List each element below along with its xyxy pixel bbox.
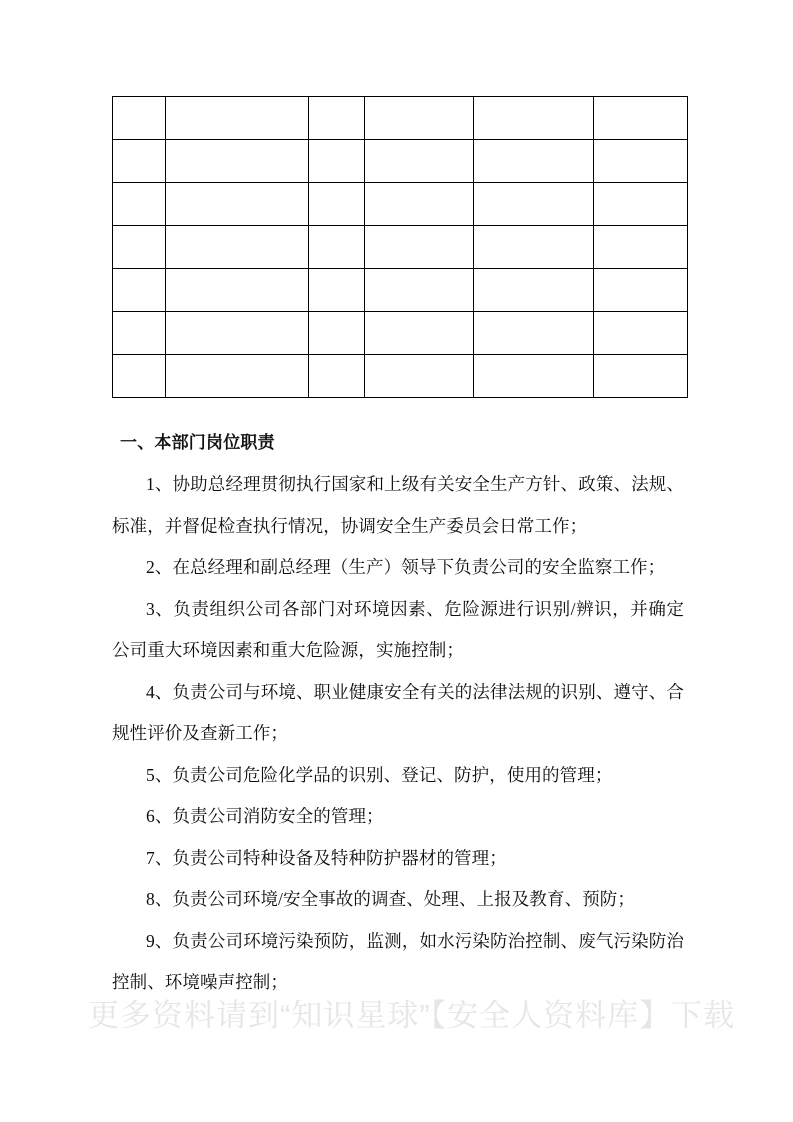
table-cell[interactable]	[474, 183, 594, 226]
table-cell[interactable]	[474, 312, 594, 355]
table-cell[interactable]	[113, 226, 166, 269]
table-cell[interactable]	[365, 183, 474, 226]
table-cell[interactable]	[365, 355, 474, 398]
table-cell[interactable]	[309, 269, 365, 312]
table-cell[interactable]	[474, 226, 594, 269]
table-row	[113, 140, 688, 183]
table-cell[interactable]	[309, 183, 365, 226]
table-cell[interactable]	[166, 312, 309, 355]
table-cell[interactable]	[365, 312, 474, 355]
section-heading: 一、本部门岗位职责	[120, 433, 275, 452]
table-cell[interactable]	[365, 97, 474, 140]
table-cell[interactable]	[166, 269, 309, 312]
clause-item: 4、负责公司与环境、职业健康安全有关的法律法规的识别、遵守、合规性评价及查新工作；	[112, 681, 684, 743]
form-table-container	[112, 96, 681, 398]
table-cell[interactable]	[113, 183, 166, 226]
table-cell[interactable]	[113, 140, 166, 183]
table-cell[interactable]	[166, 140, 309, 183]
table-cell[interactable]	[594, 140, 688, 183]
table-cell[interactable]	[113, 97, 166, 140]
table-cell[interactable]	[309, 226, 365, 269]
table-cell[interactable]	[166, 226, 309, 269]
clause-item: 6、负责公司消防安全的管理；	[146, 806, 384, 826]
table-cell[interactable]	[166, 183, 309, 226]
table-cell[interactable]	[474, 140, 594, 183]
table-cell[interactable]	[594, 183, 688, 226]
watermark-text: 更多资料请到“知识星球”【安全人资料库】下载	[88, 998, 736, 1033]
table-row	[113, 97, 688, 140]
clause-item: 1、协助总经理贯彻执行国家和上级有关安全生产方针、政策、法规、标准，并督促检查执行情况，协调安全生产委员会日常工作；	[112, 474, 684, 536]
table-row	[113, 312, 688, 355]
table-cell[interactable]	[309, 140, 365, 183]
table-cell[interactable]	[474, 269, 594, 312]
table-cell[interactable]	[113, 269, 166, 312]
table-cell[interactable]	[309, 97, 365, 140]
table-cell[interactable]	[594, 312, 688, 355]
table-cell[interactable]	[113, 355, 166, 398]
clause-item: 3、负责组织公司各部门对环境因素、危险源进行识别/辨识，并确定公司重大环境因素和重大危险源，实施控制；	[112, 598, 684, 660]
table-cell[interactable]	[594, 226, 688, 269]
table-cell[interactable]	[166, 355, 309, 398]
table-cell[interactable]	[309, 312, 365, 355]
table-row	[113, 183, 688, 226]
table-cell[interactable]	[474, 97, 594, 140]
table-cell[interactable]	[113, 312, 166, 355]
form-table	[112, 96, 688, 398]
table-row	[113, 226, 688, 269]
clause-item: 5、负责公司危险化学品的识别、登记、防护，使用的管理；	[146, 764, 613, 785]
clause-item: 7、负责公司特种设备及特种防护器材的管理；	[146, 847, 507, 868]
table-cell[interactable]	[166, 97, 309, 140]
table-row	[113, 355, 688, 398]
table-cell[interactable]	[474, 355, 594, 398]
table-cell[interactable]	[365, 269, 474, 312]
clause-item: 2、在总经理和副总经理（生产）领导下负责公司的安全监察工作；	[146, 557, 666, 577]
table-cell[interactable]	[365, 226, 474, 269]
form-table-body	[113, 97, 688, 398]
clause-item: 9、负责公司环境污染预防，监测，如水污染防治控制、废气污染防治控制、环境噪声控制；	[112, 930, 684, 992]
document-body	[112, 428, 684, 1004]
table-cell[interactable]	[594, 269, 688, 312]
table-cell[interactable]	[309, 355, 365, 398]
table-cell[interactable]	[594, 97, 688, 140]
table-cell[interactable]	[365, 140, 474, 183]
table-row	[113, 269, 688, 312]
table-cell[interactable]	[594, 355, 688, 398]
clause-item: 8、负责公司环境/安全事故的调查、处理、上报及教育、预防；	[146, 889, 636, 909]
